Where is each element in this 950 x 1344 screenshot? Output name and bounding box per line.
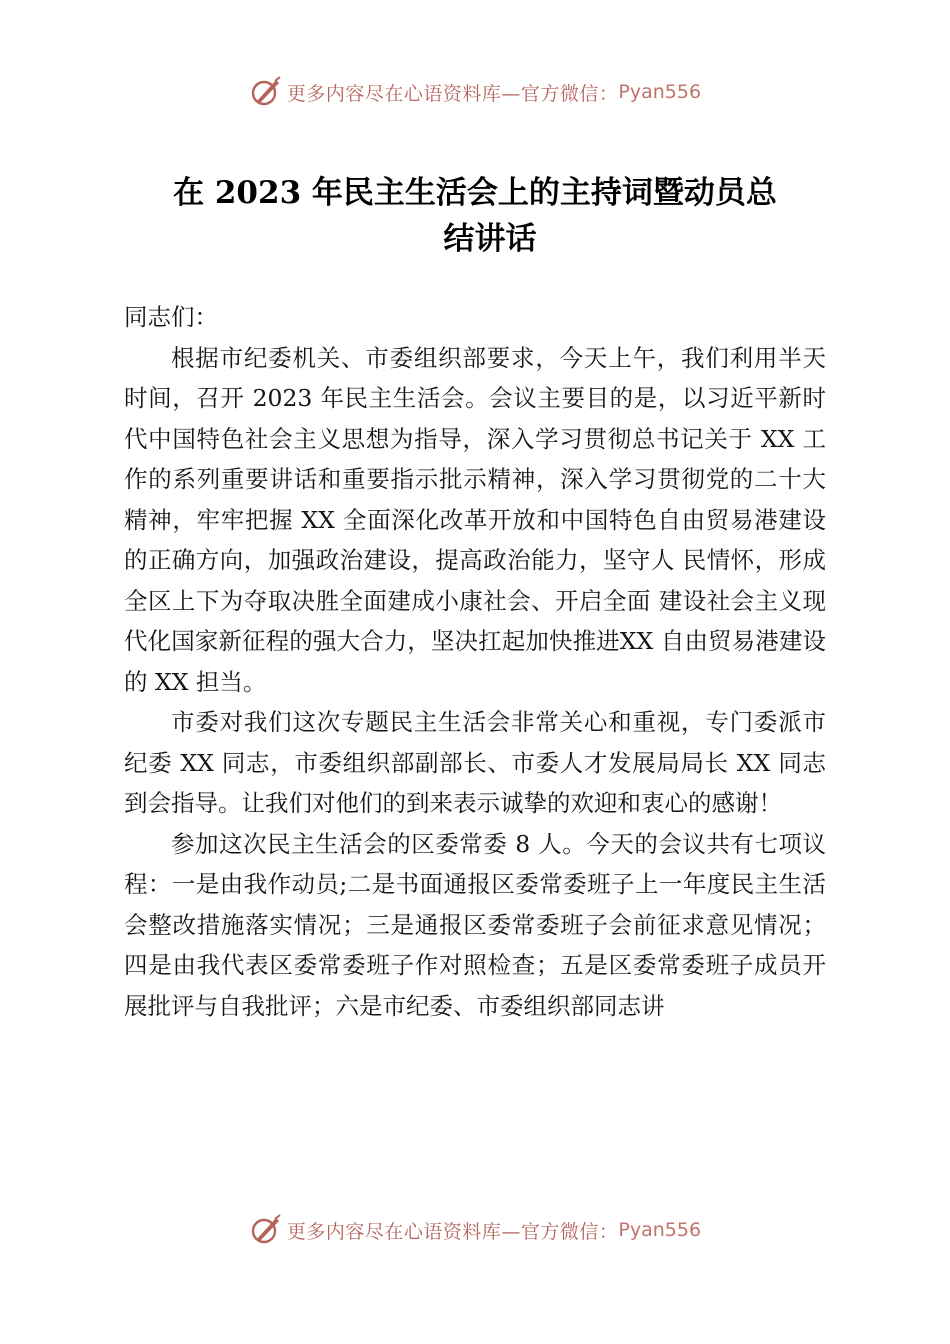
watermark-text: 更多内容尽在心语资料库—官方微信： [286,82,619,105]
header-watermark [0,72,950,112]
watermark-wechat-id: Pyan556 [618,1219,702,1241]
paragraph-3: 参加这次民主生活会的区委常委 8 人。今天的会议共有七项议程：一是由我作动员;二是书面通报区委常委班子上一年度民主生活会整改措施落实情况；三是通报区委常委班子会前征求意见情况；四是由我代表区委常委班子作对照检查；五是区委常委班子成员开展批评与自我批评；六是市纪委、市委组织部同志讲 [124,829,826,1020]
paragraph-1: 根据市纪委机关、市委组织部要求，今天上午，我们利用半天时间，召开 2023 年民主生活会。会议主要目的是，以习近平新时代中国特色社会主义思想为指导，深入学习贯彻总书记关于 XX 工作的系列重要讲话和重要指示批示精神，深入学习贯彻党的二十大精神，牢牢把握 XX 全面深化改革开放和中国特色自由贸易港建设的正确方向，加强政治建设，提高政治能力，坚守人 民情怀，形成全区上下为夺取决胜全面建成小康社会、开启全面 建设社会主义现代化国家新征程的强大合力，坚决扛起加快推进XX 自由贸易港建设的 XX 担当。 [124,343,826,696]
title-line-2: 结讲话 [443,221,537,257]
footer-watermark [0,1210,950,1250]
paragraph-2: 市委对我们这次专题民主生活会非常关心和重视，专门委派市纪委 XX 同志，市委组织部副部长、市委人才发展局局长 XX 同志到会指导。让我们对他们的到来表示诚挚的欢迎和衷心的感谢！ [124,708,826,817]
document-title [110,170,840,262]
title-line-1: 在 2023 年民主生活会上的主持词暨动员总 [173,175,777,211]
pen-logo-icon [249,75,283,109]
watermark-text: 更多内容尽在心语资料库—官方微信： [286,1220,619,1243]
watermark-wechat-id: Pyan556 [618,81,702,103]
document-body [124,297,826,1026]
pen-logo-icon [249,1213,283,1247]
salutation: 同志们： [124,303,218,331]
